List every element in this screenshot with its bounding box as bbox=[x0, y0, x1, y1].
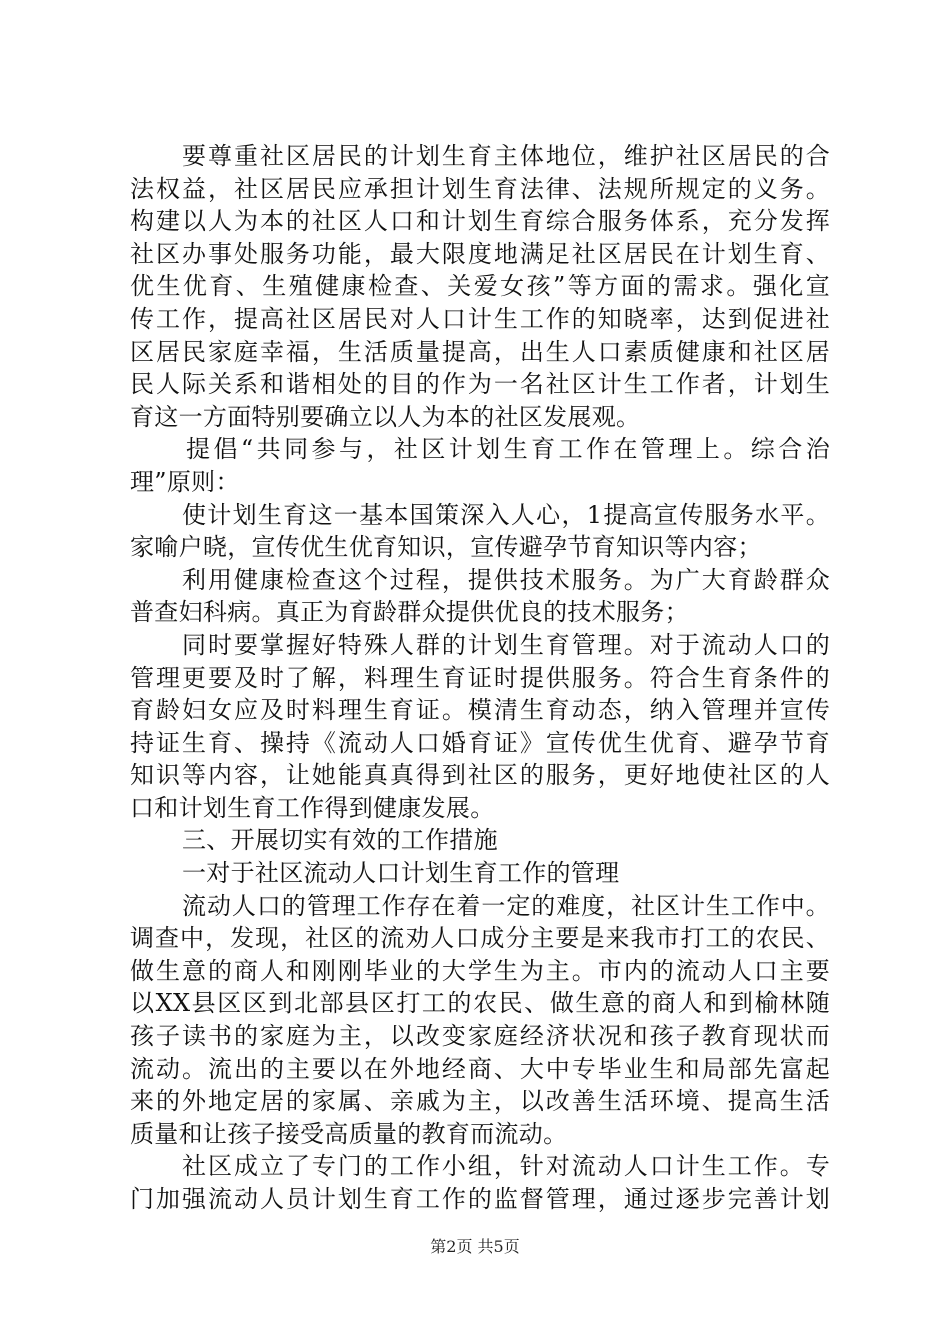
text-line: 口和计划生育工作得到健康发展。 bbox=[130, 793, 495, 822]
text-line: 育这一方面特别要确立以人为本的社区发展观。 bbox=[130, 402, 641, 431]
page-number-footer: 第2页 共5页 bbox=[430, 1237, 520, 1256]
text-line: 提倡“共同参与，社区计划生育工作在管理上。综合治 bbox=[186, 435, 830, 464]
text-line: 以XX县区区到北部县区打工的农民、做生意的商人和到榆林随 bbox=[130, 989, 830, 1018]
text-line: 家喻户晓，宣传优生优育知识，宣传避孕节育知识等内容； bbox=[130, 533, 762, 562]
text-line: 使计划生育这一基本国策深入人心，1提高宣传服务水平。 bbox=[182, 500, 830, 529]
section-heading: 三、开展切实有效的工作措施 bbox=[182, 826, 498, 855]
text-line: 育龄妇女应及时料理生育证。模清生育动态，纳入管理并宣传 bbox=[130, 696, 830, 725]
text-line: 理”原则： bbox=[130, 467, 240, 496]
text-line: 持证生育、操持《流动人口婚育证》宣传优生优育、避孕节育 bbox=[130, 728, 830, 757]
text-line: 区居民家庭幸福，生活质量提高，出生人口素质健康和社区居 bbox=[130, 337, 830, 366]
text-line: 门加强流动人员计划生育工作的监督管理，通过逐步完善计划 bbox=[130, 1185, 830, 1213]
text-line: 同时要掌握好特殊人群的计划生育管理。对于流动人口的 bbox=[182, 630, 830, 659]
text-line: 利用健康检查这个过程，提供技术服务。为广大育龄群众 bbox=[182, 565, 830, 594]
text-line: 传工作，提高社区居民对人口计生工作的知晓率，达到促进社 bbox=[130, 304, 830, 333]
text-line: 普查妇科病。真正为育龄群众提供优良的技术服务； bbox=[130, 598, 689, 627]
text-line: 构建以人为本的社区人口和计划生育综合服务体系，充分发挥 bbox=[130, 207, 830, 236]
text-line: 管理更要及时了解，料理生育证时提供服务。符合生育条件的 bbox=[130, 663, 830, 692]
text-line: 来的外地定居的家属、亲戚为主，以改善生活环境、提高生活 bbox=[130, 1087, 830, 1116]
subsection-heading: 一对于社区流动人口计划生育工作的管理 bbox=[182, 859, 620, 888]
text-line: 优生优育、生殖健康检查、关爱女孩”等方面的需求。强化宣 bbox=[130, 272, 830, 301]
text-line: 质量和让孩子接受高质量的教育而流动。 bbox=[130, 1119, 568, 1148]
text-line: 孩子读书的家庭为主，以改变家庭经济状况和孩子教育现状而 bbox=[130, 1022, 830, 1051]
document-body bbox=[130, 140, 830, 1216]
text-line: 流动。流出的主要以在外地经商、大中专毕业生和局部先富起 bbox=[130, 1054, 830, 1083]
text-line: 要尊重社区居民的计划生育主体地位，维护社区居民的合 bbox=[182, 142, 830, 170]
text-line: 做生意的商人和刚刚毕业的大学生为主。市内的流动人口主要 bbox=[130, 956, 830, 985]
text-line: 社区办事处服务功能，最大限度地满足社区居民在计划生育、 bbox=[130, 239, 830, 268]
text-line: 民人际关系和谐相处的目的作为一名社区计生工作者，计划生 bbox=[130, 370, 830, 399]
text-line: 法权益，社区居民应承担计划生育法律、法规所规定的义务。 bbox=[130, 174, 830, 203]
text-line: 社区成立了专门的工作小组，针对流动人口计生工作。专 bbox=[182, 1152, 830, 1181]
text-line: 流动人口的管理工作存在着一定的难度，社区计生工作中。 bbox=[182, 891, 830, 920]
text-line: 调查中，发现，社区的流劝人口成分主要是来我市打工的农民、 bbox=[130, 924, 830, 953]
text-line: 知识等内容，让她能真真得到社区的服务，更好地使社区的人 bbox=[130, 761, 830, 790]
